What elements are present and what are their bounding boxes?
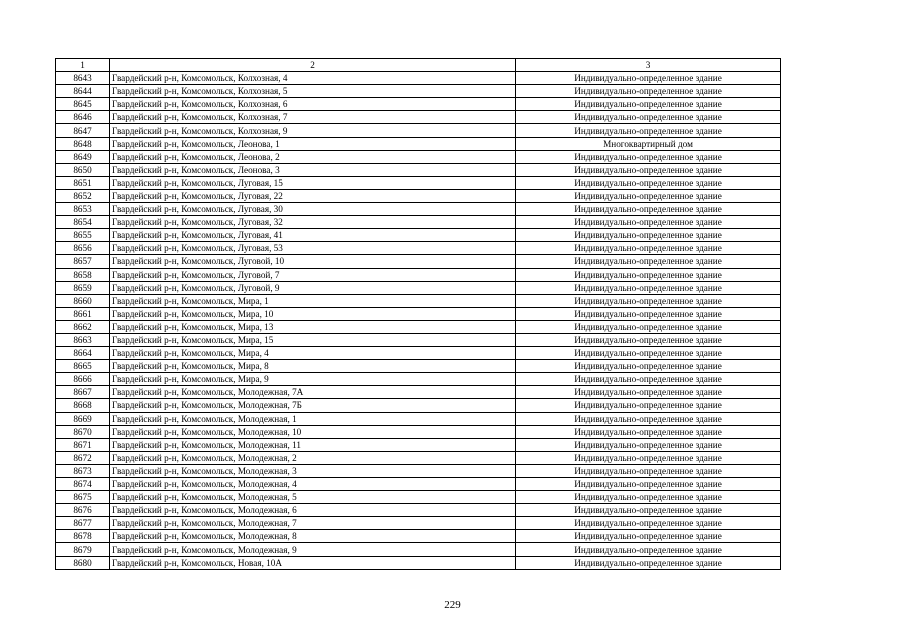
row-address: Гвардейский р-н, Комсомольск, Луговая, 53	[110, 242, 516, 255]
row-address: Гвардейский р-н, Комсомольск, Мира, 15	[110, 333, 516, 346]
table-row	[56, 242, 781, 255]
row-number: 8665	[56, 360, 110, 373]
row-number: 8676	[56, 504, 110, 517]
row-number: 8668	[56, 399, 110, 412]
row-object-type: Индивидуально-определенное здание	[516, 268, 781, 281]
table-row	[56, 504, 781, 517]
row-object-type: Индивидуально-определенное здание	[516, 124, 781, 137]
row-number: 8677	[56, 517, 110, 530]
table-row	[56, 543, 781, 556]
row-object-type: Индивидуально-определенное здание	[516, 72, 781, 85]
table-row	[56, 203, 781, 216]
row-object-type: Индивидуально-определенное здание	[516, 203, 781, 216]
row-address: Гвардейский р-н, Комсомольск, Молодежная, 7Б	[110, 399, 516, 412]
page-number: 229	[444, 599, 461, 611]
row-object-type: Индивидуально-определенное здание	[516, 150, 781, 163]
row-address: Гвардейский р-н, Комсомольск, Молодежная, 4	[110, 478, 516, 491]
table-row	[56, 556, 781, 569]
row-number: 8651	[56, 176, 110, 189]
table-row	[56, 464, 781, 477]
row-number: 8670	[56, 425, 110, 438]
row-number: 8667	[56, 386, 110, 399]
row-number: 8669	[56, 412, 110, 425]
row-address: Гвардейский р-н, Комсомольск, Молодежная, 1	[110, 412, 516, 425]
table-row	[56, 72, 781, 85]
registry-table	[55, 58, 781, 570]
row-address: Гвардейский р-н, Комсомольск, Молодежная, 11	[110, 438, 516, 451]
row-object-type: Индивидуально-определенное здание	[516, 255, 781, 268]
row-number: 8671	[56, 438, 110, 451]
table-row	[56, 360, 781, 373]
row-number: 8659	[56, 281, 110, 294]
table-row	[56, 229, 781, 242]
table-row	[56, 281, 781, 294]
row-number: 8648	[56, 137, 110, 150]
row-object-type: Индивидуально-определенное здание	[516, 333, 781, 346]
row-address: Гвардейский р-н, Комсомольск, Мира, 13	[110, 320, 516, 333]
table-row	[56, 307, 781, 320]
row-address: Гвардейский р-н, Комсомольск, Луговой, 10	[110, 255, 516, 268]
row-object-type: Индивидуально-определенное здание	[516, 216, 781, 229]
row-object-type: Индивидуально-определенное здание	[516, 307, 781, 320]
table-row	[56, 189, 781, 202]
row-object-type: Индивидуально-определенное здание	[516, 491, 781, 504]
row-number: 8662	[56, 320, 110, 333]
row-address: Гвардейский р-н, Комсомольск, Луговой, 7	[110, 268, 516, 281]
row-object-type: Индивидуально-определенное здание	[516, 451, 781, 464]
table-row	[56, 412, 781, 425]
table-row	[56, 268, 781, 281]
row-object-type: Индивидуально-определенное здание	[516, 189, 781, 202]
row-object-type: Индивидуально-определенное здание	[516, 530, 781, 543]
table-row	[56, 399, 781, 412]
row-number: 8664	[56, 347, 110, 360]
row-object-type: Индивидуально-определенное здание	[516, 360, 781, 373]
row-object-type: Многоквартирный дом	[516, 137, 781, 150]
row-object-type: Индивидуально-определенное здание	[516, 294, 781, 307]
row-object-type: Индивидуально-определенное здание	[516, 281, 781, 294]
row-address: Гвардейский р-н, Комсомольск, Леонова, 1	[110, 137, 516, 150]
row-address: Гвардейский р-н, Комсомольск, Луговая, 32	[110, 216, 516, 229]
table-row	[56, 137, 781, 150]
row-address: Гвардейский р-н, Комсомольск, Луговая, 22	[110, 189, 516, 202]
table-row	[56, 530, 781, 543]
row-object-type: Индивидуально-определенное здание	[516, 111, 781, 124]
table-row	[56, 176, 781, 189]
row-number: 8675	[56, 491, 110, 504]
row-address: Гвардейский р-н, Комсомольск, Молодежная, 10	[110, 425, 516, 438]
row-object-type: Индивидуально-определенное здание	[516, 386, 781, 399]
table-row	[56, 347, 781, 360]
row-number: 8661	[56, 307, 110, 320]
row-number: 8646	[56, 111, 110, 124]
row-address: Гвардейский р-н, Комсомольск, Луговая, 15	[110, 176, 516, 189]
header-col-3: 3	[516, 59, 781, 72]
row-address: Гвардейский р-н, Комсомольск, Молодежная, 9	[110, 543, 516, 556]
table-row	[56, 333, 781, 346]
row-address: Гвардейский р-н, Комсомольск, Леонова, 2	[110, 150, 516, 163]
table-row	[56, 150, 781, 163]
row-object-type: Индивидуально-определенное здание	[516, 425, 781, 438]
row-address: Гвардейский р-н, Комсомольск, Новая, 10А	[110, 556, 516, 569]
row-object-type: Индивидуально-определенное здание	[516, 373, 781, 386]
row-number: 8653	[56, 203, 110, 216]
row-object-type: Индивидуально-определенное здание	[516, 464, 781, 477]
table-row	[56, 85, 781, 98]
row-address: Гвардейский р-н, Комсомольск, Мира, 10	[110, 307, 516, 320]
table-row	[56, 216, 781, 229]
row-number: 8673	[56, 464, 110, 477]
table-row	[56, 255, 781, 268]
row-number: 8678	[56, 530, 110, 543]
row-address: Гвардейский р-н, Комсомольск, Молодежная, 5	[110, 491, 516, 504]
row-object-type: Индивидуально-определенное здание	[516, 347, 781, 360]
row-number: 8680	[56, 556, 110, 569]
row-address: Гвардейский р-н, Комсомольск, Колхозная, 9	[110, 124, 516, 137]
row-address: Гвардейский р-н, Комсомольск, Колхозная, 5	[110, 85, 516, 98]
table-row	[56, 98, 781, 111]
row-address: Гвардейский р-н, Комсомольск, Мира, 4	[110, 347, 516, 360]
row-number: 8655	[56, 229, 110, 242]
row-number: 8643	[56, 72, 110, 85]
row-object-type: Индивидуально-определенное здание	[516, 176, 781, 189]
table-row	[56, 124, 781, 137]
row-object-type: Индивидуально-определенное здание	[516, 229, 781, 242]
row-object-type: Индивидуально-определенное здание	[516, 504, 781, 517]
row-number: 8647	[56, 124, 110, 137]
header-row	[56, 59, 781, 72]
row-number: 8650	[56, 163, 110, 176]
row-number: 8645	[56, 98, 110, 111]
table-body	[56, 72, 781, 570]
header-col-2: 2	[110, 59, 516, 72]
row-address: Гвардейский р-н, Комсомольск, Мира, 9	[110, 373, 516, 386]
table-row	[56, 478, 781, 491]
row-object-type: Индивидуально-определенное здание	[516, 438, 781, 451]
row-number: 8663	[56, 333, 110, 346]
row-number: 8666	[56, 373, 110, 386]
row-address: Гвардейский р-н, Комсомольск, Колхозная, 4	[110, 72, 516, 85]
row-number: 8679	[56, 543, 110, 556]
table-row	[56, 451, 781, 464]
row-object-type: Индивидуально-определенное здание	[516, 399, 781, 412]
row-object-type: Индивидуально-определенное здание	[516, 517, 781, 530]
row-object-type: Индивидуально-определенное здание	[516, 242, 781, 255]
header-col-1: 1	[56, 59, 110, 72]
row-object-type: Индивидуально-определенное здание	[516, 556, 781, 569]
row-object-type: Индивидуально-определенное здание	[516, 412, 781, 425]
row-object-type: Индивидуально-определенное здание	[516, 98, 781, 111]
row-number: 8674	[56, 478, 110, 491]
row-address: Гвардейский р-н, Комсомольск, Молодежная, 3	[110, 464, 516, 477]
row-address: Гвардейский р-н, Комсомольск, Молодежная, 7	[110, 517, 516, 530]
row-address: Гвардейский р-н, Комсомольск, Луговая, 30	[110, 203, 516, 216]
row-address: Гвардейский р-н, Комсомольск, Колхозная, 7	[110, 111, 516, 124]
row-object-type: Индивидуально-определенное здание	[516, 478, 781, 491]
table-row	[56, 517, 781, 530]
table-row	[56, 373, 781, 386]
table-row	[56, 111, 781, 124]
row-address: Гвардейский р-н, Комсомольск, Молодежная, 2	[110, 451, 516, 464]
row-number: 8652	[56, 189, 110, 202]
table-row	[56, 386, 781, 399]
table-row	[56, 425, 781, 438]
row-object-type: Индивидуально-определенное здание	[516, 320, 781, 333]
row-object-type: Индивидуально-определенное здание	[516, 543, 781, 556]
table-row	[56, 320, 781, 333]
row-address: Гвардейский р-н, Комсомольск, Молодежная, 8	[110, 530, 516, 543]
table-row	[56, 294, 781, 307]
row-number: 8654	[56, 216, 110, 229]
table-row	[56, 438, 781, 451]
row-object-type: Индивидуально-определенное здание	[516, 163, 781, 176]
row-address: Гвардейский р-н, Комсомольск, Луговой, 9	[110, 281, 516, 294]
row-number: 8657	[56, 255, 110, 268]
row-number: 8658	[56, 268, 110, 281]
table-row	[56, 491, 781, 504]
row-address: Гвардейский р-н, Комсомольск, Леонова, 3	[110, 163, 516, 176]
row-address: Гвардейский р-н, Комсомольск, Мира, 8	[110, 360, 516, 373]
row-number: 8644	[56, 85, 110, 98]
row-address: Гвардейский р-н, Комсомольск, Мира, 1	[110, 294, 516, 307]
row-address: Гвардейский р-н, Комсомольск, Молодежная, 7А	[110, 386, 516, 399]
row-address: Гвардейский р-н, Комсомольск, Луговая, 41	[110, 229, 516, 242]
row-address: Гвардейский р-н, Комсомольск, Молодежная, 6	[110, 504, 516, 517]
table-header	[56, 59, 781, 72]
row-object-type: Индивидуально-определенное здание	[516, 85, 781, 98]
row-number: 8672	[56, 451, 110, 464]
row-number: 8656	[56, 242, 110, 255]
row-number: 8660	[56, 294, 110, 307]
table-row	[56, 163, 781, 176]
row-number: 8649	[56, 150, 110, 163]
row-address: Гвардейский р-н, Комсомольск, Колхозная, 6	[110, 98, 516, 111]
